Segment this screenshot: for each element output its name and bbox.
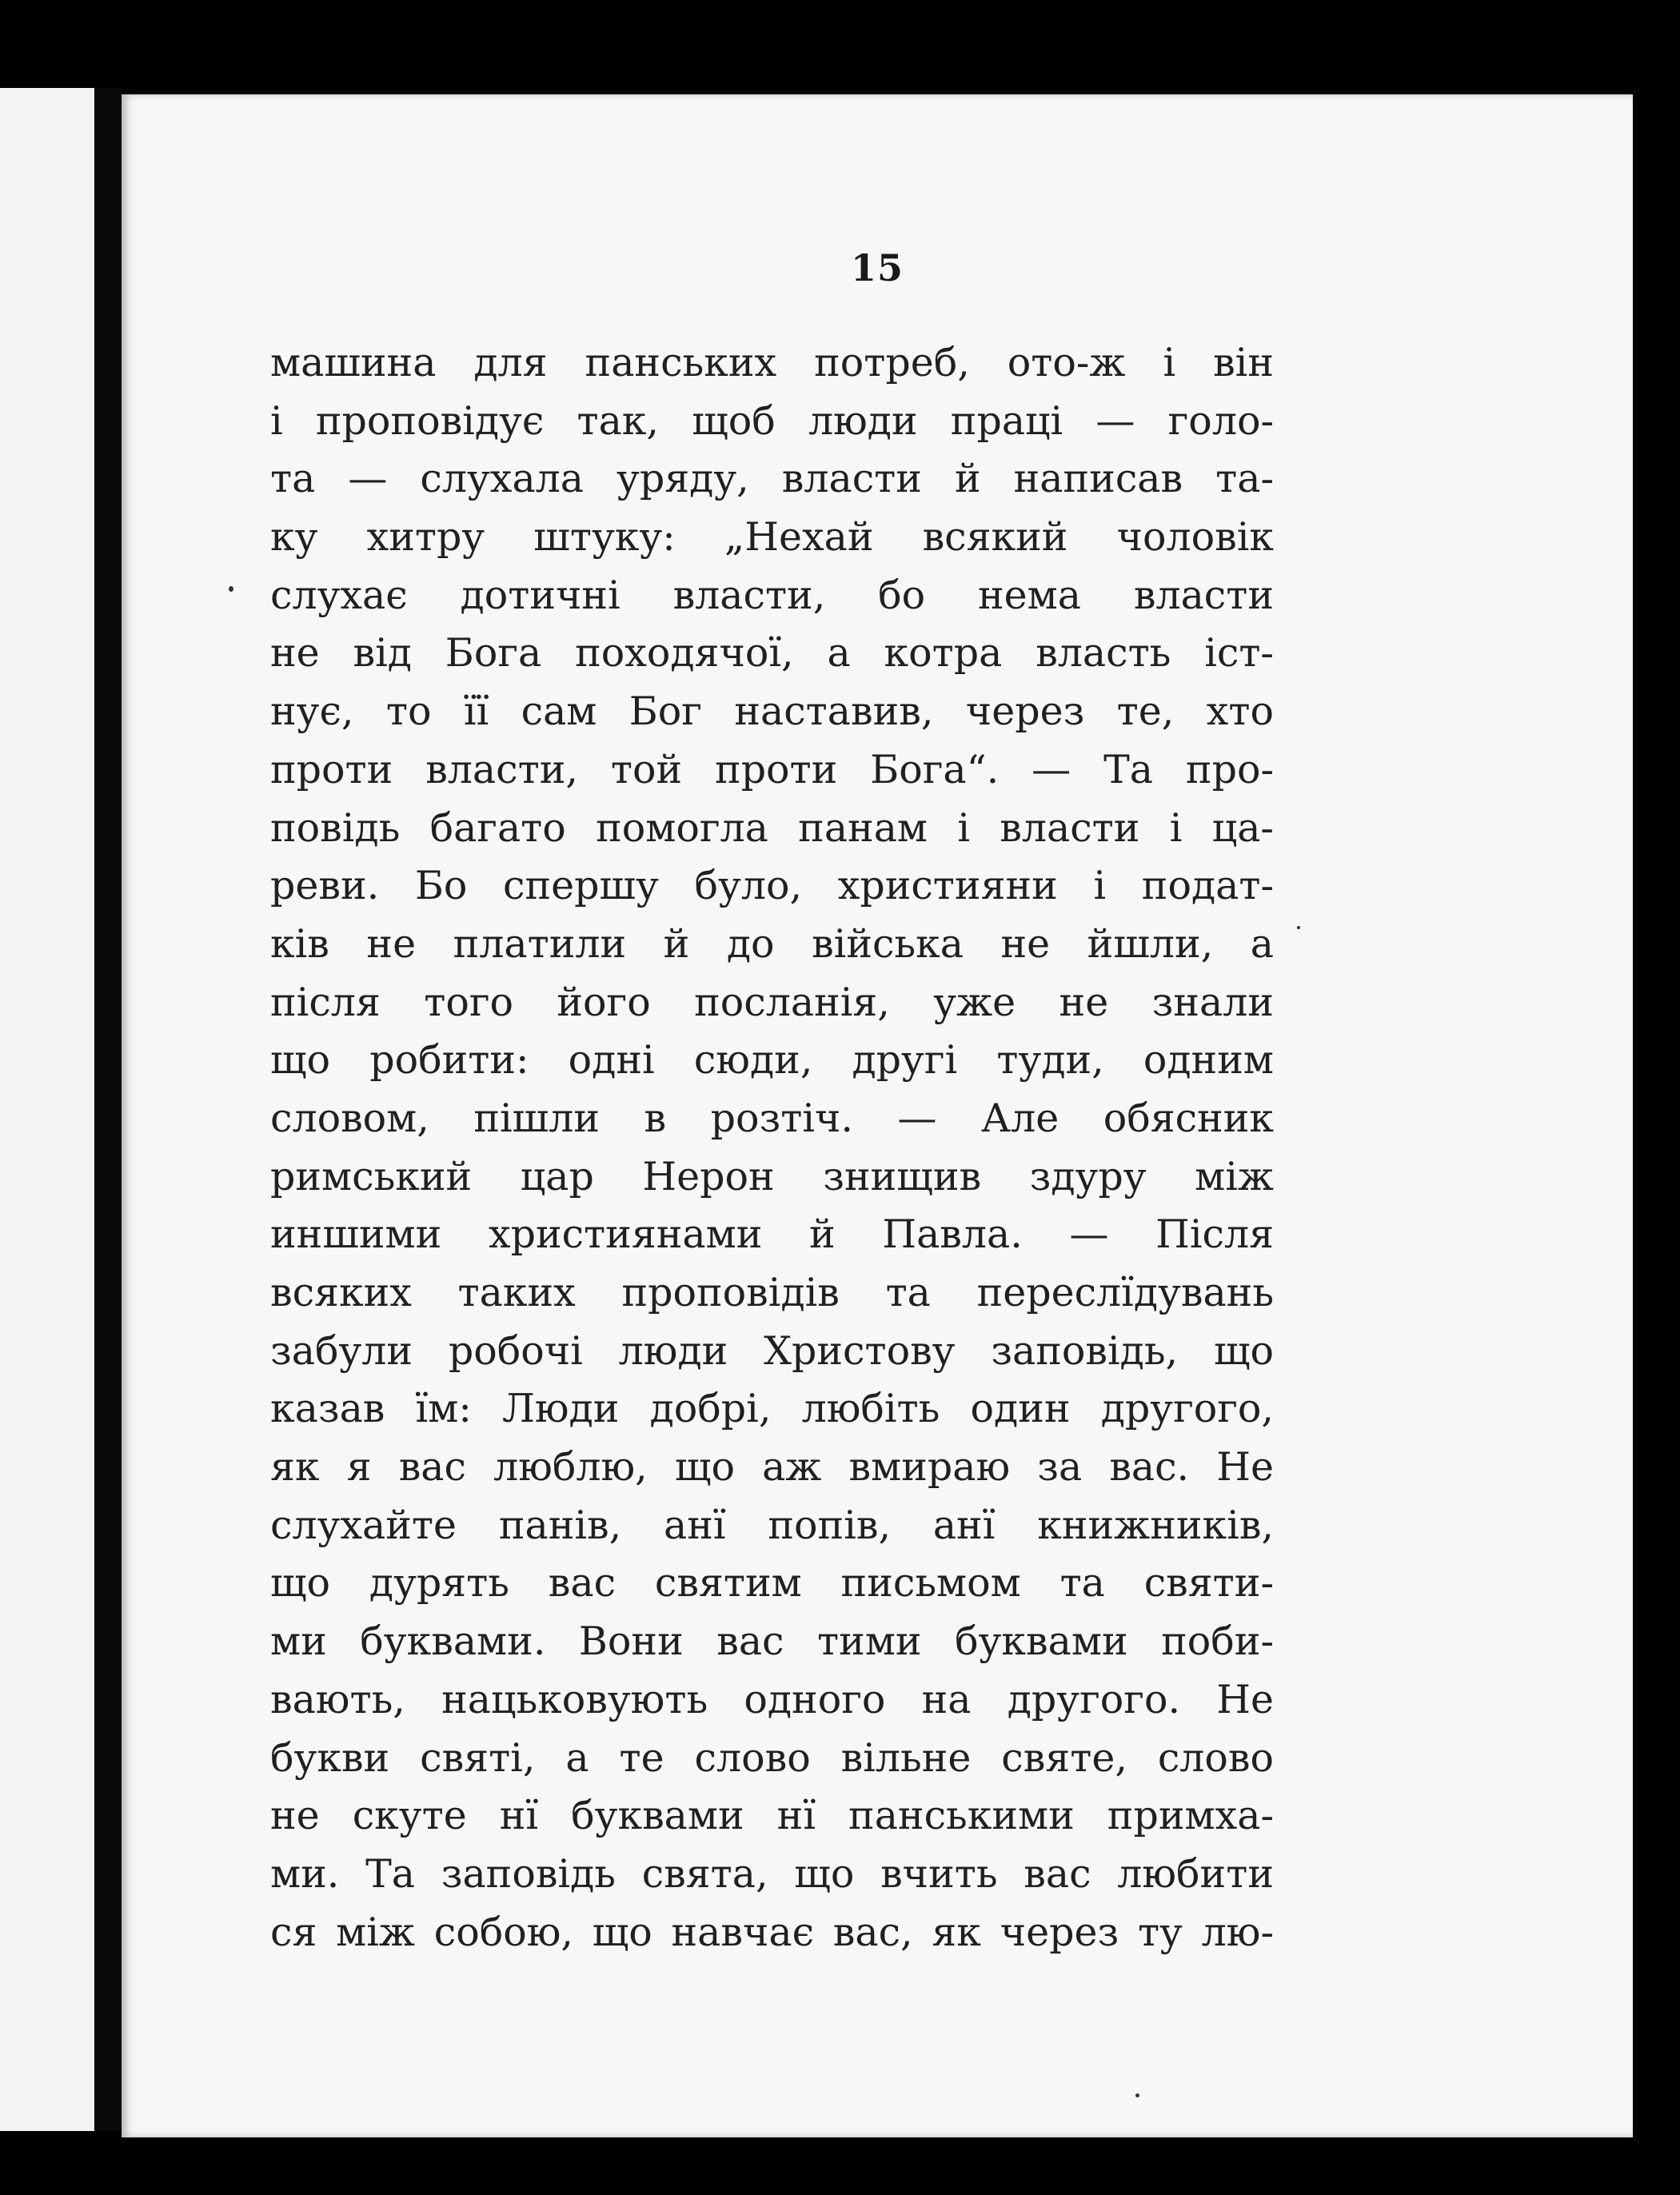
text-line: иншими християнами й Павла. — Після: [270, 1211, 1274, 1258]
text-line: всяких таких проповідів та переслїдувань: [270, 1270, 1274, 1315]
text-line: як я вас люблю, що аж вмираю за вас. Не: [270, 1444, 1274, 1491]
text-line: нує, то її сам Бог наставив, через те, хто: [270, 688, 1274, 735]
text-line: реви. Бо спершу було, християни і подат-: [270, 863, 1274, 909]
text-line: казав їм: Люди добрі, любіть один другого,: [270, 1386, 1274, 1432]
text-line: та — слухала уряду, власти й написав та-: [270, 456, 1274, 502]
scan-speck: [1297, 926, 1300, 929]
scan-speck: [229, 586, 233, 592]
text-line: словом, пішли в розтіч. — Але обясник: [270, 1095, 1274, 1141]
text-line: ків не платили й до війська не йшли, а: [270, 920, 1274, 967]
text-line: не від Бога походячої, а котра власть іст-: [270, 630, 1274, 676]
text-line: проти власти, той проти Бога“. — Та про-: [270, 746, 1274, 792]
text-line: ся між собою, що навчає вас, як через ту лю-: [270, 1909, 1274, 1955]
body-text: [270, 334, 1274, 1962]
text-line: не скуте нї буквами нї панськими примха-: [270, 1793, 1274, 1839]
previous-page-edge: [0, 88, 96, 2131]
text-line: вають, нацьковують одного на другого. Не: [270, 1676, 1274, 1722]
text-line: повідь багато помогла панам і власти і ца-: [270, 804, 1274, 851]
text-line: машина для панських потреб, ото-ж і він: [270, 340, 1274, 385]
text-line: і проповідує так, щоб люди праці — голо-: [270, 397, 1274, 444]
text-line: ми буквами. Вони вас тими буквами поби-: [270, 1618, 1274, 1665]
scanned-page: [122, 94, 1633, 2137]
text-line: що дурять вас святим письмом та святи-: [270, 1560, 1274, 1606]
text-line: після того його посланія, уже не знали: [270, 979, 1274, 1025]
text-line: що робити: одні сюди, другі туди, одним: [270, 1037, 1274, 1084]
text-line: ми. Та заповідь свята, що вчить вас любити: [270, 1850, 1274, 1897]
text-line: букви святі, а те слово вільне святе, слово: [270, 1734, 1274, 1781]
text-line: слухайте панів, анї попів, анї книжників,: [270, 1502, 1274, 1548]
page-gutter-shadow: [94, 88, 123, 2131]
text-line: римський цар Нерон знищив здуру між: [270, 1153, 1274, 1199]
text-line: ку хитру штуку: „Нехай всякий чоловік: [270, 514, 1274, 561]
scan-speck: [1135, 2093, 1139, 2097]
page-number: 15: [850, 246, 904, 289]
text-line: забули робочі люди Христову заповідь, що: [270, 1327, 1274, 1374]
text-line: слухає дотичні власти, бо нема власти: [270, 572, 1274, 618]
